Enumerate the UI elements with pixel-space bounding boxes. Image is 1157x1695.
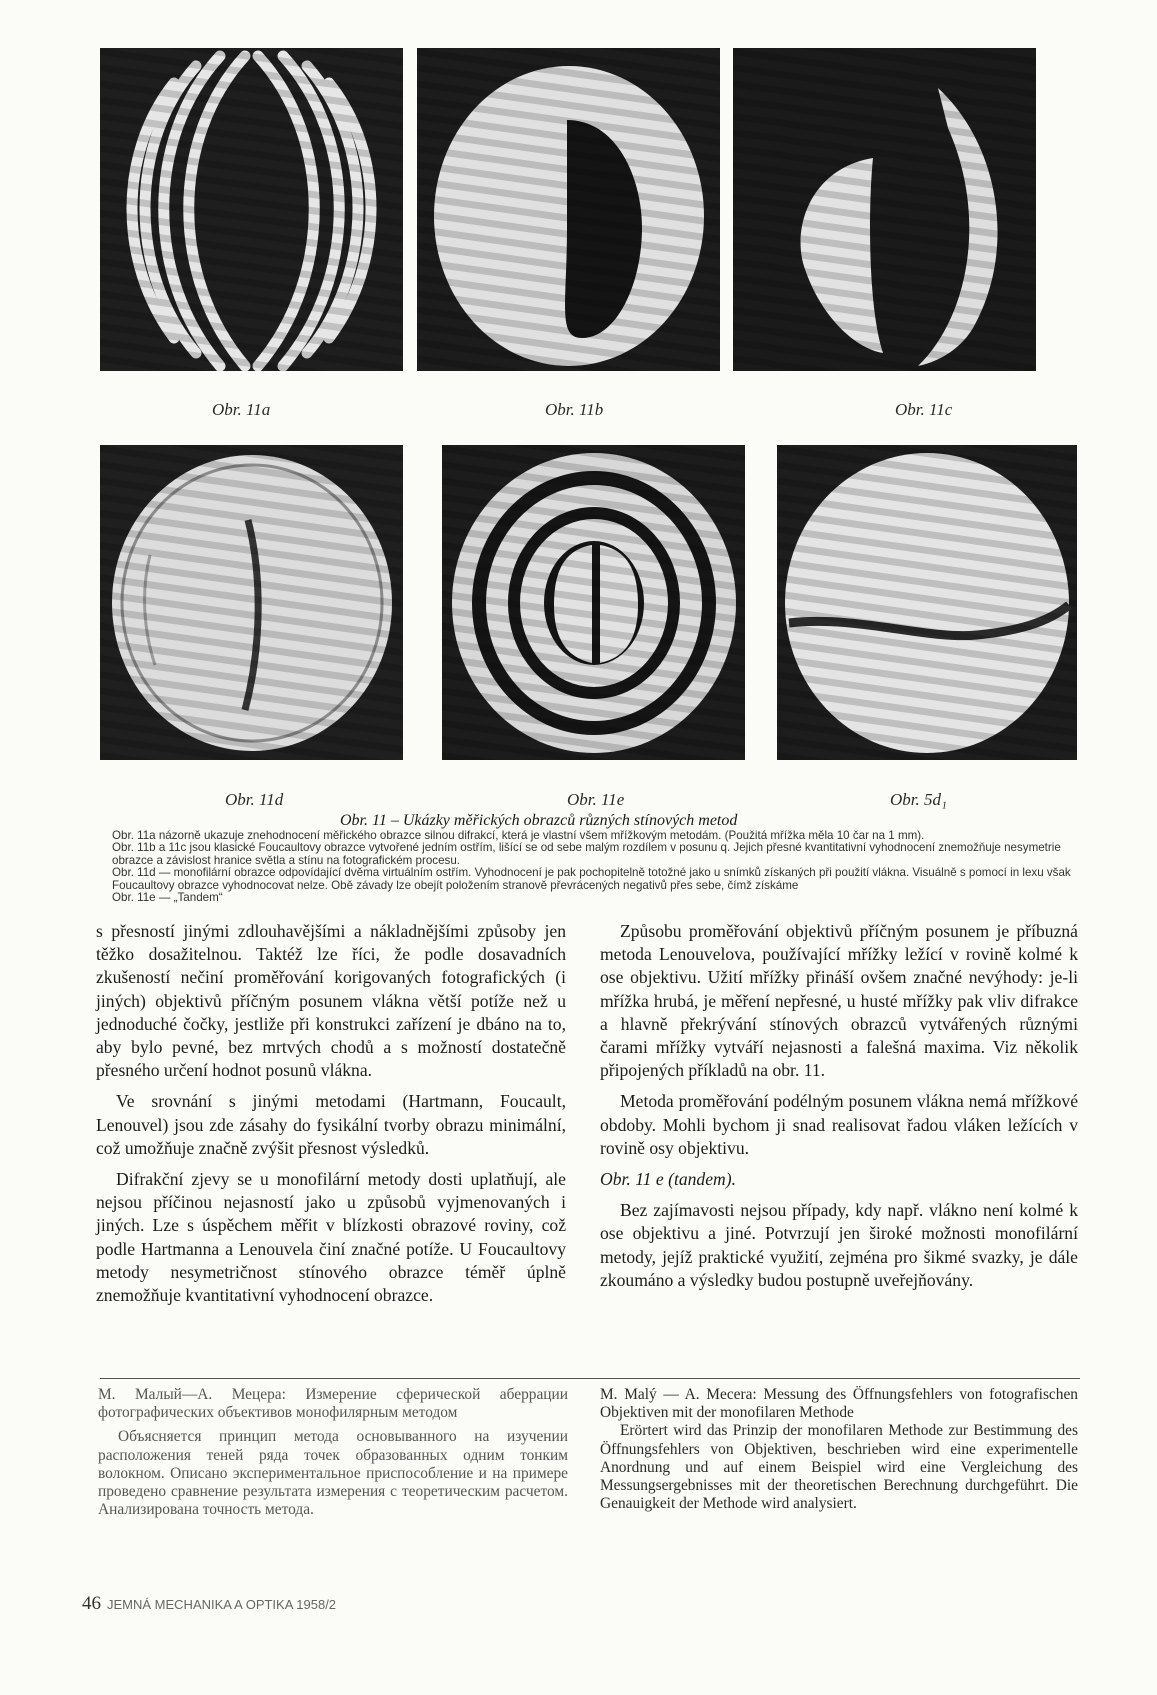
figure-11e-image: [442, 445, 745, 760]
paragraph: Metoda proměřování podélným posunem vlákna nemá mřížkové obdoby. Mohli bychom ji snad realisovat řadou vláken ležících v rovině osy objektivu.: [600, 1091, 1078, 1158]
figure-11e: [442, 445, 745, 760]
figure-5d1-label: Obr. 5d₁: [890, 790, 947, 809]
figure-11a: [100, 48, 403, 371]
page-number: 46: [82, 1593, 101, 1614]
paragraph: Ve srovnání s jinými metodami (Hartmann, Foucault, Lenouvel) jsou zde zásahy do fysikální tvorby obrazu minimální, což umožňuje značně zvýšit přesnost výsledků.: [96, 1091, 566, 1158]
journal-name: JEMNÁ MECHANIKA A OPTIKA 1958/2: [107, 1597, 337, 1612]
caption-line: Obr. 11b a 11c jsou klasické Foucaultovy obrazce vytvořené jedním ostřím, lišící se od sebe malým rozdílem v posunu q. Jejich přesné kvantitativní vyhodnocení znemožňuje nesymetrie obrazce a závislost hranice světla a stínu na fotografickém procesu.: [112, 841, 1061, 867]
figure-11b: [417, 48, 720, 371]
abstract-german: [600, 1386, 1078, 1513]
paragraph: s přesností jinými zdlouhavějšími a nákladnějšími způsoby jen těžko dosažitelnou. Taktéž lze říci, že podle dosavadních zkušeností nečiní proměřování korigovaných fotografických (i jiných) objektivů příčným posunem vlákna větší potíže než u jednoduché čočky, jestliže při konstrukci zařízení je dbáno na to, aby bylo pevné, bez mrtvých chodů a s možností dostatečně přesného určení hodnot posunů vlákna.: [96, 921, 566, 1081]
caption-line: Obr. 11e — „Tandem“: [112, 891, 223, 905]
left-column: [96, 920, 566, 1315]
abstract-body: Объясняется принцип метода основыванного на изучении расположения теней ряда точек образованных одним тонким волокном. Описано экспериментальное приспособление и на примере проведено сравнение результата измерения с теоретическим расчетом. Анализирована точность метода.: [98, 1428, 568, 1519]
figure-11a-label: Obr. 11a: [212, 400, 271, 419]
abstract-russian: [98, 1386, 568, 1519]
abstract-body: Erörtert wird das Prinzip der monofilaren Methode zur Bestimmung des Öffnungsfehlers von Objektiven, beschrieben wird eine experimentelle Anordnung und auf einem Beispiel wird eine Vergleichung des Messungsergebnisses mit der theoretischen Berechnung durchgeführt. Die Genauigkeit der Methode wird analysiert.: [600, 1422, 1078, 1513]
paragraph: Bez zajímavosti nejsou případy, kdy např. vlákno není kolmé k ose objektivu a jiné. Potvrzují jen široké možnosti monofilární metody, jejíž praktické využití, zejména pro šikmé svazky, je dále zkoumáno a výsledky budou postupně uveřejňovány.: [600, 1200, 1078, 1290]
figure-5d1-image: [777, 445, 1077, 760]
figure-11c-image: [733, 48, 1036, 371]
paragraph: Způsobu proměřování objektivů příčným posunem je příbuzná metoda Lenouvelova, používající mřížky ležící v rovině kolmé k ose objektivu. Užití mřížky přináší ovšem značné nevýhody: je-li mřížka hrubá, je měření nepřesné, u husté mřížky pak vliv difrakce a hlavně překrývání stínových obrazců vytvářených různými čarami mřížky vytváří nejasnosti a falešná maxima. Viz několik připojených příkladů na obr. 11.: [600, 921, 1078, 1081]
figure-5d1: [777, 445, 1077, 760]
figure-11c: [733, 48, 1036, 371]
paragraph: Obr. 11 e (tandem).: [600, 1169, 736, 1190]
figure-11e-label: Obr. 11e: [567, 790, 625, 809]
section-divider: [100, 1378, 1080, 1379]
abstract-title: М. Малый—А. Мецера: Измерение сферической аберрации фотографических объективов монофиляpным методом: [98, 1386, 568, 1422]
figure-caption: [112, 830, 1087, 904]
figure-11b-image: [417, 48, 720, 371]
figure-11b-label: Obr. 11b: [545, 400, 604, 419]
abstract-title: M. Malý — A. Mecera: Messung des Öffnungsfehlers von fotografischen Objektiven mit der monofilaren Methode: [600, 1386, 1078, 1422]
paragraph: Difrakční zjevy se u monofilární metody dosti uplatňují, ale nejsou příčinou nejasností jako u způsobů vyjmenovaných i jiných. Lze s úspěchem měřit v blízkosti obrazové roviny, což podle Hartmanna a Lenouvela činí značné potíže. U Foucaultovy metody nesymetričnost stínového obrazce téměř úplně znemožňuje kvantitativní vyhodnocení obrazce.: [96, 1169, 566, 1306]
figure-11d: [100, 445, 403, 760]
figure-11c-label: Obr. 11c: [895, 400, 953, 419]
figure-11a-image: [100, 48, 403, 371]
figure-11d-image: [100, 445, 403, 760]
caption-line: Obr. 11a názorně ukazuje znehodnocení měřického obrazce silnou difrakcí, která je vlastní všem mřížkovým metodám. (Použitá mřížka měla 10 čar na 1 mm).: [112, 829, 925, 842]
figure-caption-title: Obr. 11 – Ukázky měřických obrazců různých stínových metod: [340, 812, 738, 829]
caption-line: Obr. 11d — monofilární obrazce odpovídající dvěma virtuálním ostřím. Vyhodnocení je pak pochopitelně totožné jako u snímků získaných při použití vlákna. Visuálně s pomocí in lexu však Foucaultovy obrazce vyhodnocovat nelze. Obě závady lze obejít položením stranově převrácených negativů přes sebe, čímž získáme: [112, 866, 1071, 892]
page-footer: [82, 1593, 336, 1615]
right-column: [600, 920, 1078, 1300]
figure-11d-label: Obr. 11d: [225, 790, 284, 809]
